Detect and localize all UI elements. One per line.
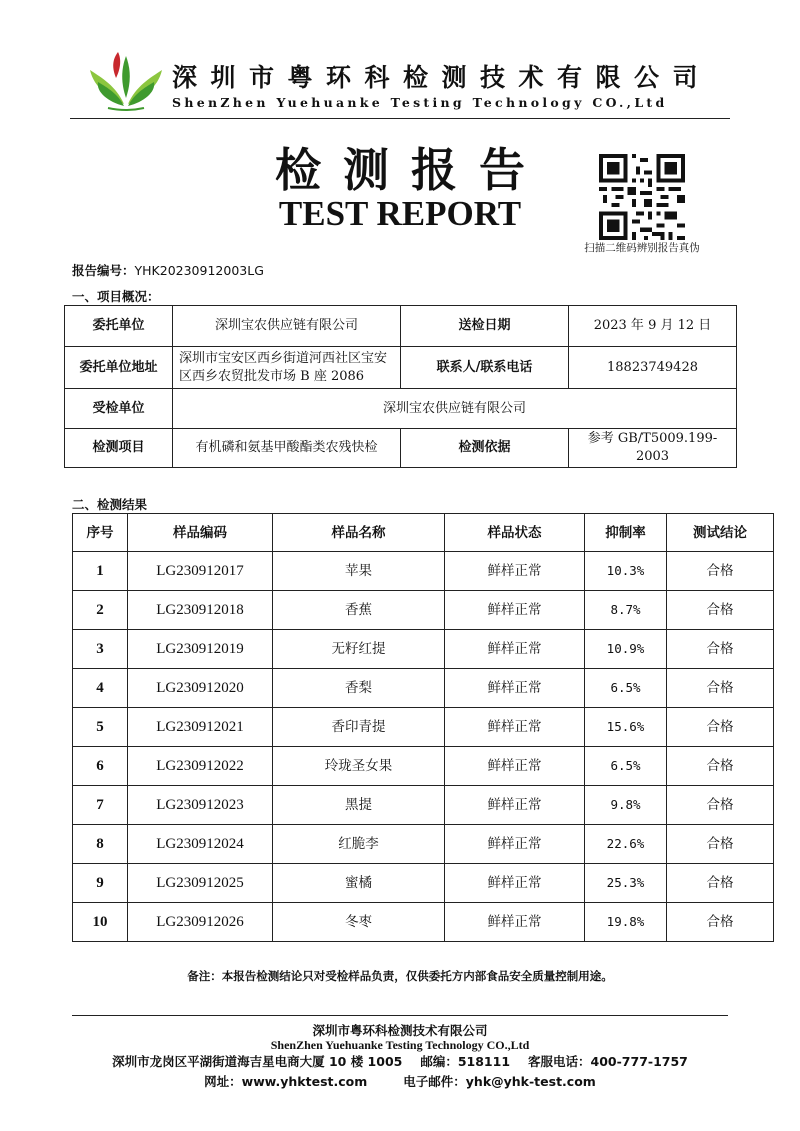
table-row bbox=[73, 708, 774, 747]
header-sample-code: 样品编码 bbox=[128, 514, 273, 552]
footer-postcode: 邮编：518111 bbox=[420, 1054, 511, 1069]
item-value: 有机磷和氨基甲酸酯类农残快检 bbox=[173, 429, 401, 468]
row-sample-state: 鲜样正常 bbox=[445, 591, 585, 630]
table-row bbox=[73, 747, 774, 786]
leaf-sprout-logo bbox=[88, 48, 164, 112]
date-value: 2023 年 9 月 12 日 bbox=[569, 306, 737, 347]
date-label: 送检日期 bbox=[401, 306, 569, 347]
row-sample-code: LG230912020 bbox=[128, 669, 273, 708]
row-sample-name: 香印青提 bbox=[273, 708, 445, 747]
results-table bbox=[72, 513, 774, 942]
inspected-value: 深圳宝农供应链有限公司 bbox=[173, 389, 737, 429]
row-sample-code: LG230912021 bbox=[128, 708, 273, 747]
row-sample-state: 鲜样正常 bbox=[445, 747, 585, 786]
row-sample-state: 鲜样正常 bbox=[445, 630, 585, 669]
table-row bbox=[73, 630, 774, 669]
row-sample-name: 玲珑圣女果 bbox=[273, 747, 445, 786]
row-sample-state: 鲜样正常 bbox=[445, 669, 585, 708]
header-sample-state: 样品状态 bbox=[445, 514, 585, 552]
row-sample-state: 鲜样正常 bbox=[445, 864, 585, 903]
row-sample-code: LG230912018 bbox=[128, 591, 273, 630]
company-name-en: ShenZhen Yuehuanke Testing Technology CO.,Ltd bbox=[172, 95, 668, 110]
footer-website[interactable]: 网址：www.yhktest.com bbox=[204, 1074, 368, 1089]
row-sample-name: 红脆李 bbox=[273, 825, 445, 864]
report-number-value: YHK20230912003LG bbox=[134, 263, 264, 278]
header-divider bbox=[70, 118, 730, 119]
footer-email[interactable]: 电子邮件：yhk@yhk-test.com bbox=[403, 1074, 596, 1089]
row-inhibition-rate: 25.3% bbox=[585, 864, 667, 903]
table-row bbox=[73, 903, 774, 942]
row-inhibition-rate: 10.9% bbox=[585, 630, 667, 669]
row-inhibition-rate: 15.6% bbox=[585, 708, 667, 747]
row-sample-code: LG230912022 bbox=[128, 747, 273, 786]
row-index: 1 bbox=[73, 552, 128, 591]
table-row bbox=[73, 669, 774, 708]
row-inhibition-rate: 22.6% bbox=[585, 825, 667, 864]
row-inhibition-rate: 6.5% bbox=[585, 747, 667, 786]
report-title-cn: 检测报告 bbox=[275, 143, 547, 197]
qr-caption: 扫描二维码辨别报告真伪 bbox=[584, 242, 700, 254]
basis-label: 检测依据 bbox=[401, 429, 569, 468]
row-index: 9 bbox=[73, 864, 128, 903]
row-sample-state: 鲜样正常 bbox=[445, 552, 585, 591]
contact-label: 联系人/联系电话 bbox=[401, 347, 569, 389]
row-sample-name: 无籽红提 bbox=[273, 630, 445, 669]
row-inhibition-rate: 9.8% bbox=[585, 786, 667, 825]
row-conclusion: 合格 bbox=[667, 747, 774, 786]
results-header-row bbox=[73, 514, 774, 552]
row-conclusion: 合格 bbox=[667, 630, 774, 669]
row-conclusion: 合格 bbox=[667, 552, 774, 591]
row-inhibition-rate: 10.3% bbox=[585, 552, 667, 591]
table-row bbox=[73, 591, 774, 630]
row-conclusion: 合格 bbox=[667, 708, 774, 747]
table-row bbox=[73, 786, 774, 825]
row-index: 6 bbox=[73, 747, 128, 786]
report-note: 备注：本报告检测结论只对受检样品负责，仅供委托方内部食品安全质量控制用途。 bbox=[187, 969, 613, 983]
section-title-overview: 一、项目概况： bbox=[72, 289, 160, 304]
contact-value: 18823749428 bbox=[569, 347, 737, 389]
row-index: 3 bbox=[73, 630, 128, 669]
row-inhibition-rate: 19.8% bbox=[585, 903, 667, 942]
row-sample-state: 鲜样正常 bbox=[445, 825, 585, 864]
table-row bbox=[73, 552, 774, 591]
item-label: 检测项目 bbox=[65, 429, 173, 468]
client-value: 深圳宝农供应链有限公司 bbox=[173, 306, 401, 347]
row-sample-code: LG230912026 bbox=[128, 903, 273, 942]
row-index: 4 bbox=[73, 669, 128, 708]
row-sample-name: 冬枣 bbox=[273, 903, 445, 942]
table-row bbox=[73, 864, 774, 903]
header-conclusion: 测试结论 bbox=[667, 514, 774, 552]
header-sample-name: 样品名称 bbox=[273, 514, 445, 552]
address-value: 深圳市宝安区西乡街道河西社区宝安区西乡农贸批发市场 B 座 2086 bbox=[173, 347, 401, 389]
row-sample-name: 香梨 bbox=[273, 669, 445, 708]
overview-table bbox=[64, 305, 737, 468]
footer-web-line bbox=[0, 1072, 800, 1090]
row-sample-code: LG230912023 bbox=[128, 786, 273, 825]
report-title-en: TEST REPORT bbox=[278, 194, 522, 233]
report-number bbox=[72, 261, 264, 279]
section-title-results: 二、检测结果 bbox=[72, 497, 148, 512]
row-sample-name: 蜜橘 bbox=[273, 864, 445, 903]
row-sample-state: 鲜样正常 bbox=[445, 786, 585, 825]
row-conclusion: 合格 bbox=[667, 786, 774, 825]
row-index: 10 bbox=[73, 903, 128, 942]
footer-hotline: 客服电话：400-777-1757 bbox=[528, 1054, 688, 1069]
row-sample-name: 苹果 bbox=[273, 552, 445, 591]
inspected-label: 受检单位 bbox=[65, 389, 173, 429]
footer-address: 深圳市龙岗区平湖街道海吉星电商大厦 10 楼 1005 bbox=[112, 1054, 403, 1069]
row-conclusion: 合格 bbox=[667, 903, 774, 942]
basis-value: 参考 GB/T5009.199-2003 bbox=[569, 429, 737, 468]
row-index: 8 bbox=[73, 825, 128, 864]
row-sample-name: 黑提 bbox=[273, 786, 445, 825]
row-index: 7 bbox=[73, 786, 128, 825]
address-label: 委托单位地址 bbox=[65, 347, 173, 389]
row-sample-code: LG230912019 bbox=[128, 630, 273, 669]
row-sample-state: 鲜样正常 bbox=[445, 903, 585, 942]
row-sample-name: 香蕉 bbox=[273, 591, 445, 630]
row-sample-code: LG230912017 bbox=[128, 552, 273, 591]
table-row bbox=[73, 825, 774, 864]
footer-company-en: ShenZhen Yuehuanke Testing Technology CO.,Ltd bbox=[270, 1038, 530, 1052]
row-sample-code: LG230912025 bbox=[128, 864, 273, 903]
header-inhibition-rate: 抑制率 bbox=[585, 514, 667, 552]
client-label: 委托单位 bbox=[65, 306, 173, 347]
qr-code-icon[interactable] bbox=[599, 154, 685, 240]
header-index: 序号 bbox=[73, 514, 128, 552]
row-index: 2 bbox=[73, 591, 128, 630]
row-index: 5 bbox=[73, 708, 128, 747]
row-conclusion: 合格 bbox=[667, 864, 774, 903]
footer-company-cn: 深圳市粤环科检测技术有限公司 bbox=[312, 1023, 488, 1038]
report-number-label: 报告编号： bbox=[72, 263, 135, 278]
row-inhibition-rate: 8.7% bbox=[585, 591, 667, 630]
row-inhibition-rate: 6.5% bbox=[585, 669, 667, 708]
footer-divider bbox=[72, 1015, 728, 1016]
row-sample-state: 鲜样正常 bbox=[445, 708, 585, 747]
footer-contact-line bbox=[0, 1052, 800, 1070]
row-conclusion: 合格 bbox=[667, 825, 774, 864]
row-sample-code: LG230912024 bbox=[128, 825, 273, 864]
row-conclusion: 合格 bbox=[667, 591, 774, 630]
company-name-cn: 深圳市粤环科检测技术有限公司 bbox=[172, 63, 712, 92]
row-conclusion: 合格 bbox=[667, 669, 774, 708]
